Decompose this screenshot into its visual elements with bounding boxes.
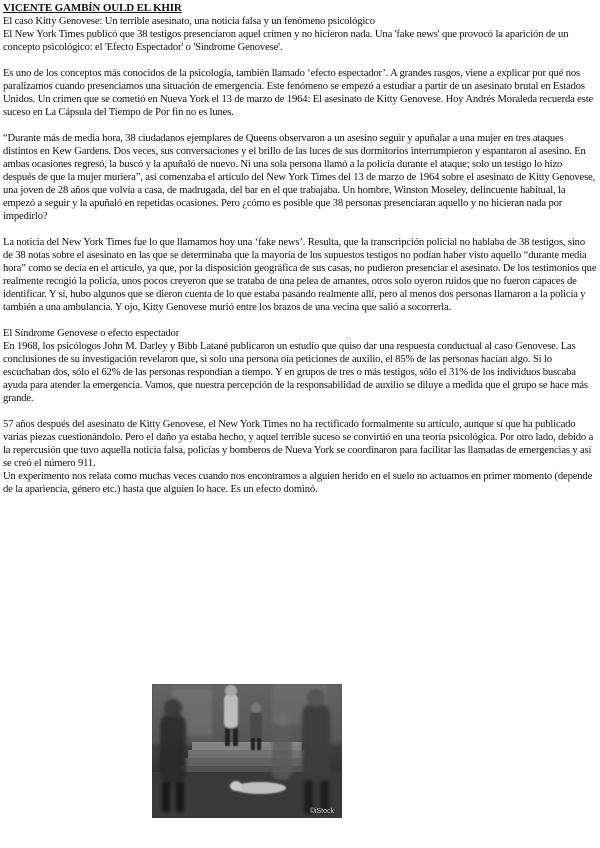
paragraph-gap bbox=[3, 405, 597, 418]
paragraph-1: Es uno de los conceptos más conocidos de la psicología, también llamado ‘efecto espectador’. A grandes rasgos, viene a explicar por qué nos paralizamos cuando presenciamos una situación de emergencia. Este fenómeno se empezó a estudiar a partir de un asesinato brutal en Estados Unidos. Un crimen que se cometió en Nueva York el 13 de marzo de 1964: El asesinato de Kitty Genovese. Hoy Andrés Moraleda recuerda este suceso en La Cápsula del Tiempo de Por fin no es lunes. bbox=[3, 68, 594, 118]
paragraph-gap bbox=[3, 54, 597, 67]
article-intro: El New York Times publicó que 38 testigos presenciaron aquel crimen y no hicieron nada. Una 'fake news' que provocó la aparición de un concepto psicológico: el 'Efecto Espectador' o 'Síndrome Genovese'. bbox=[3, 29, 569, 53]
article bbox=[3, 2, 597, 496]
author-name: VICENTE GAMBÍN OULD EL KHIR bbox=[3, 2, 182, 14]
paragraph-gap bbox=[3, 223, 597, 236]
paragraph-4: En 1968, los psicólogos John M. Darley y Bibb Latané publicaron un estudio que quiso dar una respuesta conductual al caso Genovese. Las conclusiones de su investigación revelaron que, si solo una persona oía peticiones de auxilio, el 85% de las personas hacían algo. Si lo escuchaban dos, sólo el 62% de las personas respondían a tiempo. Y en grupos de tres o más testigos, sólo el 31% de los individuos buscaba ayuda para atender la emergencia. Vamos, que nuestra percepción de la responsabilidad de auxilio se diluye a medida que el grupo se hace más grande. bbox=[3, 341, 588, 404]
article-title: El caso Kitty Genovese: Un terrible asesinato, una noticia falsa y un fenómeno psicológico bbox=[3, 16, 375, 27]
paragraph-3: La noticia del New York Times fue lo que llamamos hoy una ‘fake news’. Resulta, que la transcripción policial no hablaba de 38 testigos, sino de 38 notas sobre el asesinato en las que se determinaba que la mayoría de los supuestos testigos no podían haber visto aquello “durante media hora” como se decía en el artículo, ya que, por la disposición geográfica de sus casas, no pudieron presenciar el asesinato. De los testimonios que realmente recogió la policía, unos pocos creyeron que se trataba de una pelea de amantes, otros solo oyeron ruidos que no fueron capaces de identificar. Y sí, hubo algunos que se dieron cuenta de lo que estaba pasando realmente allí, pero al menos dos personas llamaron a la policía y también a una ambulancia. Y ojo, Kitty Genovese murió entre los brazos de una vecina que salió a socorrerla. bbox=[3, 237, 597, 313]
bystander-photo-image bbox=[152, 684, 342, 818]
paragraph-2: “Durante más de media hora, 38 ciudadanos ejemplares de Queens observaron a un asesino seguir y apuñalar a una mujer en tres ataques distintos en Kew Gardens. Dos veces, sus conversaciones y el brillo de las luces de sus dormitorios interrumpieron y espantaron al asesino. En ambas ocasiones regresó, la buscó y la apuñaló de nuevo. Ni una sola persona llamó a la policía durante el ataque; solo un testigo lo hizo después de que la mujer muriera”, así comenzaba el artículo del New York Times del 13 de marzo de 1964 sobre el asesinato de Kitty Genovese, una joven de 28 años que volvía a casa, de madrugada, del bar en el que trabajaba. Un hombre, Winston Moseley, delincuente habitual, la empezó a seguir y la apuñaló en repetidas ocasiones. Pero ¿cómo es posible que 38 personas presenciaran aquello y no hicieran nada por impedirlo? bbox=[3, 133, 596, 222]
photo-watermark: ©iStock bbox=[309, 808, 334, 815]
paragraph-6: Un experimento nos relata como muchas veces cuando nos encontramos a alguien herido en el suelo no actuamos en primer momento (depende de la apariencia, género etc.) hasta que alguien lo hace. Es un efecto dominó. bbox=[3, 471, 593, 495]
bystander-photo bbox=[152, 684, 342, 818]
paragraph-5: 57 años después del asesinato de Kitty Genovese, el New York Times no ha rectificado formalmente su artículo, aunque sí que ha publicado varias piezas cuestionándolo. Pero el daño ya estaba hecho, y aquel terrible suceso se convirtió en una teoría psicológica. Por otro lado, debido a la repercusión que tuvo aquella noticia falsa, policías y bomberos de Nueva York se coordinaron para facilitar las llamadas de emergencias y así se creó el número 911. bbox=[3, 419, 594, 469]
section-subheading: El Síndrome Genovese o efecto espectador bbox=[3, 328, 180, 339]
paragraph-gap bbox=[3, 314, 597, 327]
paragraph-gap bbox=[3, 119, 597, 132]
